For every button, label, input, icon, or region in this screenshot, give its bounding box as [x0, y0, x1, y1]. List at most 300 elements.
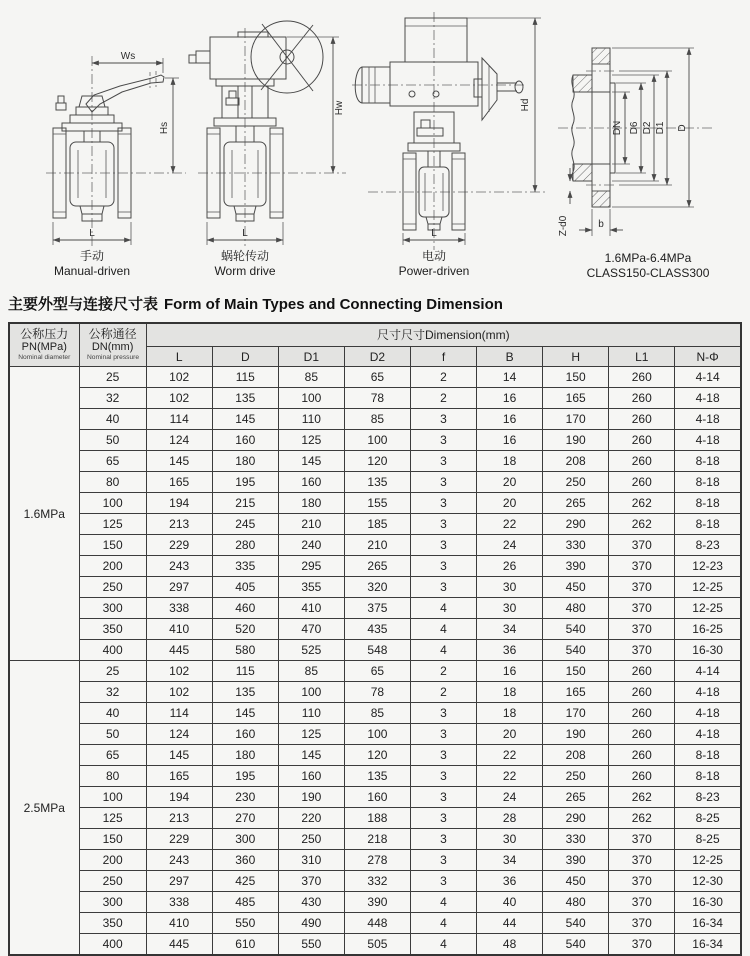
dim-cell: 195 [212, 472, 278, 493]
dim-label-hd: Hd [520, 98, 531, 112]
dim-cell: 8-18 [675, 493, 741, 514]
dim-cell: 265 [543, 493, 609, 514]
dim-cell: 160 [212, 724, 278, 745]
dim-cell: 410 [146, 913, 212, 934]
dim-cell: 610 [212, 934, 278, 956]
dim-cell: 540 [543, 619, 609, 640]
dim-cell: 78 [344, 388, 410, 409]
dim-label-l: L [242, 228, 248, 239]
dim-cell: 8-18 [675, 766, 741, 787]
table-row [9, 745, 741, 766]
dim-cell: 20 [477, 493, 543, 514]
dim-cell: 85 [278, 661, 344, 682]
dimension-table-body [9, 367, 741, 956]
dim-cell: 250 [543, 472, 609, 493]
dim-cell: 160 [278, 472, 344, 493]
header-diameter-sub: Nominal pressure [86, 354, 139, 361]
dim-cell: 160 [344, 787, 410, 808]
dim-label-d: D [677, 124, 688, 132]
dn-cell: 65 [79, 451, 146, 472]
dim-cell: 22 [477, 766, 543, 787]
dn-cell: 32 [79, 388, 146, 409]
dim-cell: 150 [543, 661, 609, 682]
dim-cell: 390 [543, 556, 609, 577]
dim-cell: 260 [609, 409, 675, 430]
table-row [9, 640, 741, 661]
dim-cell: 102 [146, 682, 212, 703]
header-col-f: f [410, 347, 476, 367]
dim-label-l: L [89, 228, 95, 239]
dim-cell: 338 [146, 892, 212, 913]
dim-cell: 110 [278, 409, 344, 430]
dim-cell: 8-23 [675, 535, 741, 556]
dim-cell: 8-25 [675, 829, 741, 850]
dim-cell: 190 [543, 724, 609, 745]
table-row [9, 829, 741, 850]
dim-cell: 390 [543, 850, 609, 871]
dn-cell: 125 [79, 514, 146, 535]
dim-cell: 16 [477, 409, 543, 430]
figure-caption-en: Power-driven [398, 264, 470, 278]
header-dimension-span: 尺寸尺寸Dimension(mm) [146, 323, 741, 347]
table-row [9, 598, 741, 619]
dim-cell: 16-34 [675, 913, 741, 934]
dim-cell: 260 [609, 430, 675, 451]
dim-cell: 65 [344, 661, 410, 682]
dim-cell: 229 [146, 829, 212, 850]
dim-cell: 125 [278, 724, 344, 745]
table-row [9, 913, 741, 934]
dim-cell: 370 [609, 577, 675, 598]
dn-cell: 65 [79, 745, 146, 766]
dim-cell: 3 [410, 787, 476, 808]
dim-cell: 460 [212, 598, 278, 619]
dim-cell: 260 [609, 703, 675, 724]
dim-cell: 4 [410, 598, 476, 619]
dn-cell: 250 [79, 577, 146, 598]
table-row [9, 766, 741, 787]
dim-cell: 114 [146, 409, 212, 430]
section-title-en: Form of Main Types and Connecting Dimension [164, 296, 503, 313]
dim-label-d1: D1 [655, 121, 666, 135]
dim-cell: 262 [609, 808, 675, 829]
dim-cell: 540 [543, 913, 609, 934]
dim-cell: 194 [146, 787, 212, 808]
dim-cell: 548 [344, 640, 410, 661]
dim-label-b: b [598, 219, 604, 230]
dim-cell: 2 [410, 388, 476, 409]
dim-cell: 135 [344, 472, 410, 493]
table-row [9, 892, 741, 913]
header-diameter [79, 323, 146, 367]
dim-cell: 170 [543, 703, 609, 724]
dim-cell: 260 [609, 661, 675, 682]
table-row [9, 808, 741, 829]
dim-cell: 180 [278, 493, 344, 514]
valve-drawings-strip [0, 0, 750, 290]
dimension-table [8, 322, 742, 956]
dim-cell: 265 [543, 787, 609, 808]
dim-cell: 16-30 [675, 640, 741, 661]
dim-cell: 190 [278, 787, 344, 808]
dim-cell: 155 [344, 493, 410, 514]
dim-cell: 4-18 [675, 703, 741, 724]
header-col-B: B [477, 347, 543, 367]
dim-cell: 390 [344, 892, 410, 913]
dn-cell: 32 [79, 682, 146, 703]
figure-caption-zh: 手动 [79, 249, 105, 263]
table-row [9, 661, 741, 682]
dim-cell: 260 [609, 745, 675, 766]
dn-cell: 350 [79, 913, 146, 934]
dim-cell: 505 [344, 934, 410, 956]
dim-cell: 170 [543, 409, 609, 430]
dim-cell: 115 [212, 367, 278, 388]
dim-cell: 330 [543, 535, 609, 556]
pressure-group-cell: 1.6MPa [9, 367, 79, 661]
dim-cell: 229 [146, 535, 212, 556]
dim-cell: 540 [543, 640, 609, 661]
dim-cell: 4-18 [675, 724, 741, 745]
dim-cell: 22 [477, 745, 543, 766]
dim-cell: 243 [146, 850, 212, 871]
dn-cell: 200 [79, 850, 146, 871]
table-row [9, 577, 741, 598]
dn-cell: 25 [79, 367, 146, 388]
header-col-L1: L1 [609, 347, 675, 367]
dim-cell: 8-18 [675, 514, 741, 535]
table-row [9, 535, 741, 556]
dim-cell: 16 [477, 388, 543, 409]
dn-cell: 250 [79, 871, 146, 892]
dim-cell: 185 [344, 514, 410, 535]
dim-cell: 22 [477, 514, 543, 535]
dim-cell: 280 [212, 535, 278, 556]
figure-caption-pressure-range: 1.6MPa-6.4MPa [604, 251, 692, 265]
dim-cell: 4 [410, 913, 476, 934]
table-row [9, 493, 741, 514]
dim-cell: 102 [146, 367, 212, 388]
dim-cell: 435 [344, 619, 410, 640]
dim-cell: 3 [410, 514, 476, 535]
dim-cell: 8-18 [675, 451, 741, 472]
dim-cell: 310 [278, 850, 344, 871]
header-col-H: H [543, 347, 609, 367]
dim-cell: 102 [146, 661, 212, 682]
dim-cell: 34 [477, 619, 543, 640]
dim-cell: 260 [609, 367, 675, 388]
dim-cell: 490 [278, 913, 344, 934]
dim-cell: 3 [410, 871, 476, 892]
dim-cell: 135 [212, 682, 278, 703]
table-row [9, 367, 741, 388]
dim-cell: 14 [477, 367, 543, 388]
dim-cell: 190 [543, 430, 609, 451]
dim-cell: 213 [146, 808, 212, 829]
dim-cell: 335 [212, 556, 278, 577]
figure-caption-zh: 电动 [421, 249, 447, 263]
dim-cell: 445 [146, 934, 212, 956]
dim-label-hw: Hw [334, 100, 345, 116]
dim-cell: 262 [609, 493, 675, 514]
dim-cell: 135 [344, 766, 410, 787]
dim-cell: 360 [212, 850, 278, 871]
dim-cell: 3 [410, 472, 476, 493]
dim-cell: 375 [344, 598, 410, 619]
dim-cell: 210 [278, 514, 344, 535]
dim-cell: 36 [477, 871, 543, 892]
dim-cell: 110 [278, 703, 344, 724]
dim-cell: 145 [146, 745, 212, 766]
dn-cell: 100 [79, 787, 146, 808]
dim-cell: 4-18 [675, 388, 741, 409]
table-row [9, 724, 741, 745]
dim-cell: 245 [212, 514, 278, 535]
dim-cell: 44 [477, 913, 543, 934]
dim-cell: 265 [344, 556, 410, 577]
dim-cell: 4-18 [675, 682, 741, 703]
dn-cell: 150 [79, 535, 146, 556]
dim-cell: 3 [410, 808, 476, 829]
dim-cell: 262 [609, 787, 675, 808]
header-diameter-zh: 公称通径 [88, 327, 137, 341]
dim-cell: 430 [278, 892, 344, 913]
dn-cell: 50 [79, 724, 146, 745]
dim-cell: 125 [278, 430, 344, 451]
dn-cell: 150 [79, 829, 146, 850]
dim-cell: 100 [344, 430, 410, 451]
dim-label-hs: Hs [159, 121, 170, 135]
dim-cell: 4 [410, 934, 476, 956]
dn-cell: 80 [79, 766, 146, 787]
dim-cell: 295 [278, 556, 344, 577]
dim-cell: 3 [410, 829, 476, 850]
dim-cell: 12-30 [675, 871, 741, 892]
table-row [9, 409, 741, 430]
dim-cell: 165 [543, 388, 609, 409]
dim-cell: 12-23 [675, 556, 741, 577]
dim-cell: 4 [410, 640, 476, 661]
dim-cell: 290 [543, 514, 609, 535]
dn-cell: 350 [79, 619, 146, 640]
dim-cell: 165 [146, 472, 212, 493]
dim-cell: 30 [477, 598, 543, 619]
dim-cell: 520 [212, 619, 278, 640]
dim-cell: 3 [410, 850, 476, 871]
dim-cell: 370 [609, 535, 675, 556]
dim-cell: 240 [278, 535, 344, 556]
dim-cell: 180 [212, 745, 278, 766]
dim-cell: 260 [609, 472, 675, 493]
dim-cell: 450 [543, 871, 609, 892]
dim-cell: 370 [609, 850, 675, 871]
dim-cell: 4-18 [675, 409, 741, 430]
dim-cell: 8-25 [675, 808, 741, 829]
dim-cell: 114 [146, 703, 212, 724]
dim-cell: 3 [410, 556, 476, 577]
dim-cell: 450 [543, 577, 609, 598]
dim-cell: 145 [278, 745, 344, 766]
dim-cell: 8-18 [675, 745, 741, 766]
dim-cell: 320 [344, 577, 410, 598]
dim-cell: 26 [477, 556, 543, 577]
dim-cell: 262 [609, 514, 675, 535]
dim-cell: 250 [543, 766, 609, 787]
dim-cell: 297 [146, 871, 212, 892]
dim-cell: 65 [344, 367, 410, 388]
table-row [9, 556, 741, 577]
dim-cell: 278 [344, 850, 410, 871]
dn-cell: 40 [79, 409, 146, 430]
dim-cell: 85 [344, 409, 410, 430]
dim-cell: 550 [278, 934, 344, 956]
table-row [9, 703, 741, 724]
dim-cell: 370 [609, 871, 675, 892]
table-row [9, 388, 741, 409]
dim-cell: 480 [543, 892, 609, 913]
dim-cell: 330 [543, 829, 609, 850]
dim-cell: 100 [344, 724, 410, 745]
dim-cell: 243 [146, 556, 212, 577]
figure-worm-drawing [189, 21, 346, 278]
dim-cell: 34 [477, 850, 543, 871]
dim-cell: 338 [146, 598, 212, 619]
dn-cell: 80 [79, 472, 146, 493]
dim-cell: 370 [609, 913, 675, 934]
dim-cell: 85 [344, 703, 410, 724]
table-row [9, 472, 741, 493]
dim-cell: 100 [278, 388, 344, 409]
dim-cell: 160 [278, 766, 344, 787]
dim-cell: 425 [212, 871, 278, 892]
dim-cell: 165 [146, 766, 212, 787]
dim-cell: 16 [477, 661, 543, 682]
dim-cell: 20 [477, 724, 543, 745]
dim-cell: 480 [543, 598, 609, 619]
dim-cell: 150 [543, 367, 609, 388]
dim-cell: 180 [212, 451, 278, 472]
dim-cell: 16-34 [675, 934, 741, 956]
dim-cell: 145 [212, 409, 278, 430]
dim-cell: 370 [609, 598, 675, 619]
header-pressure [9, 323, 79, 367]
dim-cell: 40 [477, 892, 543, 913]
dim-cell: 4 [410, 892, 476, 913]
dim-cell: 370 [609, 556, 675, 577]
dim-cell: 3 [410, 745, 476, 766]
header-col-D: D [212, 347, 278, 367]
dim-cell: 332 [344, 871, 410, 892]
dim-label-dn: DN [612, 120, 623, 136]
dim-cell: 370 [609, 829, 675, 850]
figure-power-drawing [352, 12, 546, 278]
dim-cell: 230 [212, 787, 278, 808]
dim-cell: 28 [477, 808, 543, 829]
dim-cell: 3 [410, 451, 476, 472]
figure-flange-drawing [558, 48, 712, 280]
dim-cell: 210 [344, 535, 410, 556]
table-row [9, 514, 741, 535]
dim-cell: 370 [278, 871, 344, 892]
dim-cell: 78 [344, 682, 410, 703]
dim-cell: 525 [278, 640, 344, 661]
table-row [9, 430, 741, 451]
dn-cell: 400 [79, 934, 146, 956]
dim-cell: 8-18 [675, 472, 741, 493]
dim-cell: 188 [344, 808, 410, 829]
dim-cell: 18 [477, 451, 543, 472]
dn-cell: 300 [79, 598, 146, 619]
pressure-group-cell: 2.5MPa [9, 661, 79, 956]
dim-cell: 250 [278, 829, 344, 850]
dim-cell: 260 [609, 682, 675, 703]
dim-cell: 145 [146, 451, 212, 472]
dim-cell: 410 [278, 598, 344, 619]
dim-cell: 370 [609, 640, 675, 661]
header-col-D2: D2 [344, 347, 410, 367]
dim-cell: 12-25 [675, 577, 741, 598]
dn-cell: 100 [79, 493, 146, 514]
header-pressure-code: PN(MPa) [21, 341, 67, 353]
dim-cell: 213 [146, 514, 212, 535]
dim-cell: 16 [477, 430, 543, 451]
table-row [9, 682, 741, 703]
figure-caption-class-range: CLASS150-CLASS300 [586, 266, 710, 280]
dim-cell: 2 [410, 367, 476, 388]
table-row [9, 787, 741, 808]
dim-cell: 145 [212, 703, 278, 724]
dim-cell: 2 [410, 682, 476, 703]
header-pressure-sub: Nominal diameter [18, 354, 71, 361]
dim-cell: 120 [344, 451, 410, 472]
dim-label-zd0: Z-d0 [558, 215, 569, 237]
dim-cell: 355 [278, 577, 344, 598]
dim-cell: 124 [146, 430, 212, 451]
dim-cell: 370 [609, 934, 675, 956]
dim-cell: 208 [543, 451, 609, 472]
dim-cell: 260 [609, 388, 675, 409]
dim-cell: 36 [477, 640, 543, 661]
dim-cell: 102 [146, 388, 212, 409]
dim-cell: 120 [344, 745, 410, 766]
dim-cell: 135 [212, 388, 278, 409]
figure-manual-drawing [46, 51, 186, 278]
dim-cell: 297 [146, 577, 212, 598]
dim-cell: 300 [212, 829, 278, 850]
dim-cell: 3 [410, 766, 476, 787]
dim-cell: 12-25 [675, 850, 741, 871]
figure-caption-en: Manual-driven [53, 264, 131, 278]
dim-cell: 540 [543, 934, 609, 956]
header-col-L: L [146, 347, 212, 367]
dim-cell: 30 [477, 829, 543, 850]
header-col-NPhi: N-Φ [675, 347, 741, 367]
dim-cell: 260 [609, 724, 675, 745]
dim-cell: 85 [278, 367, 344, 388]
dim-cell: 8-23 [675, 787, 741, 808]
dim-cell: 3 [410, 724, 476, 745]
section-title-zh: 主要外型与连接尺寸表 [8, 296, 159, 313]
figure-caption-en: Worm drive [214, 264, 276, 278]
dn-cell: 125 [79, 808, 146, 829]
dim-cell: 485 [212, 892, 278, 913]
dim-cell: 30 [477, 577, 543, 598]
table-row [9, 850, 741, 871]
dim-cell: 370 [609, 619, 675, 640]
dim-cell: 405 [212, 577, 278, 598]
dim-cell: 48 [477, 934, 543, 956]
dim-cell: 4-14 [675, 367, 741, 388]
